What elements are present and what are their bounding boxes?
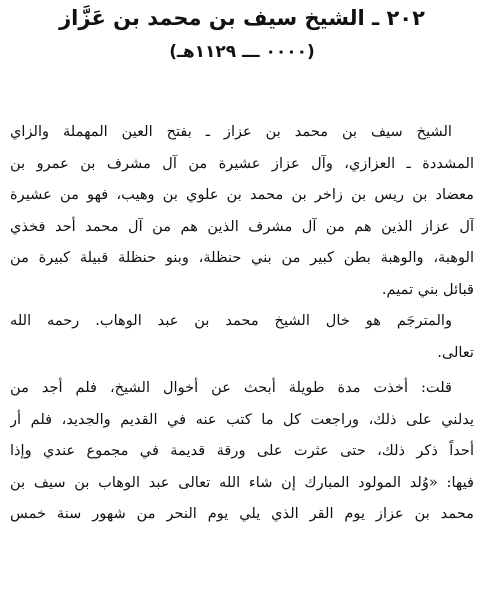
body-line: أحداً ذكر ذلك، حتى عثرت على ورقة قديمة في مجموع عندي وإذا <box>10 442 474 459</box>
entry-heading: ٢٠٢ ـ الشيخ سيف بن محمد بن عَزَّاز <box>59 6 425 30</box>
body-line: المشددة ـ العزازي، وآل عزاز عشيرة من آل مشرف بن عمرو بن <box>10 154 474 172</box>
entry-dates: (٠٠٠٠ ـــ ١١٢٩هـ) <box>169 42 315 62</box>
body-line: آل عزاز الذين هم من آل مشرف الذين هم من آل محمد أحد فخذي <box>10 217 474 235</box>
body-line: الوهبة، والوهبة بطن كبير من بني حنظلة، وبنو حنظلة قبيلة كبيرة من <box>10 249 474 266</box>
body-line: محمد بن عزاز يوم القر الذي يلي يوم النحر من شهور سنة خمس <box>10 505 474 522</box>
body-line: فيها: «وُلد المولود المبارك إن شاء الله تعالى عبد الوهاب بن سيف بن <box>10 473 474 491</box>
body-line: يدلني على ذلك، وراجعت كل ما كتب عنه في القديم والجديد، فلم أر <box>10 410 474 428</box>
body-line: قلت: أخذت مدة طويلة أبحث عن أخوال الشيخ، فلم أجد من <box>10 379 452 396</box>
entry-body <box>10 116 474 530</box>
body-line: قبائل بني تميم. <box>381 280 474 298</box>
body-line: معضاد بن ريس بن زاخر بن محمد بن علوي بن وهيب، فهو من عشيرة <box>10 186 474 203</box>
body-line: والمترجَم هو خال الشيخ محمد بن عبد الوهاب. رحمه الله <box>10 312 452 329</box>
body-line: تعالى. <box>437 343 474 361</box>
body-line: الشيخ سيف بن محمد بن عزاز ـ بفتح العين المهملة والزاي <box>10 123 452 140</box>
